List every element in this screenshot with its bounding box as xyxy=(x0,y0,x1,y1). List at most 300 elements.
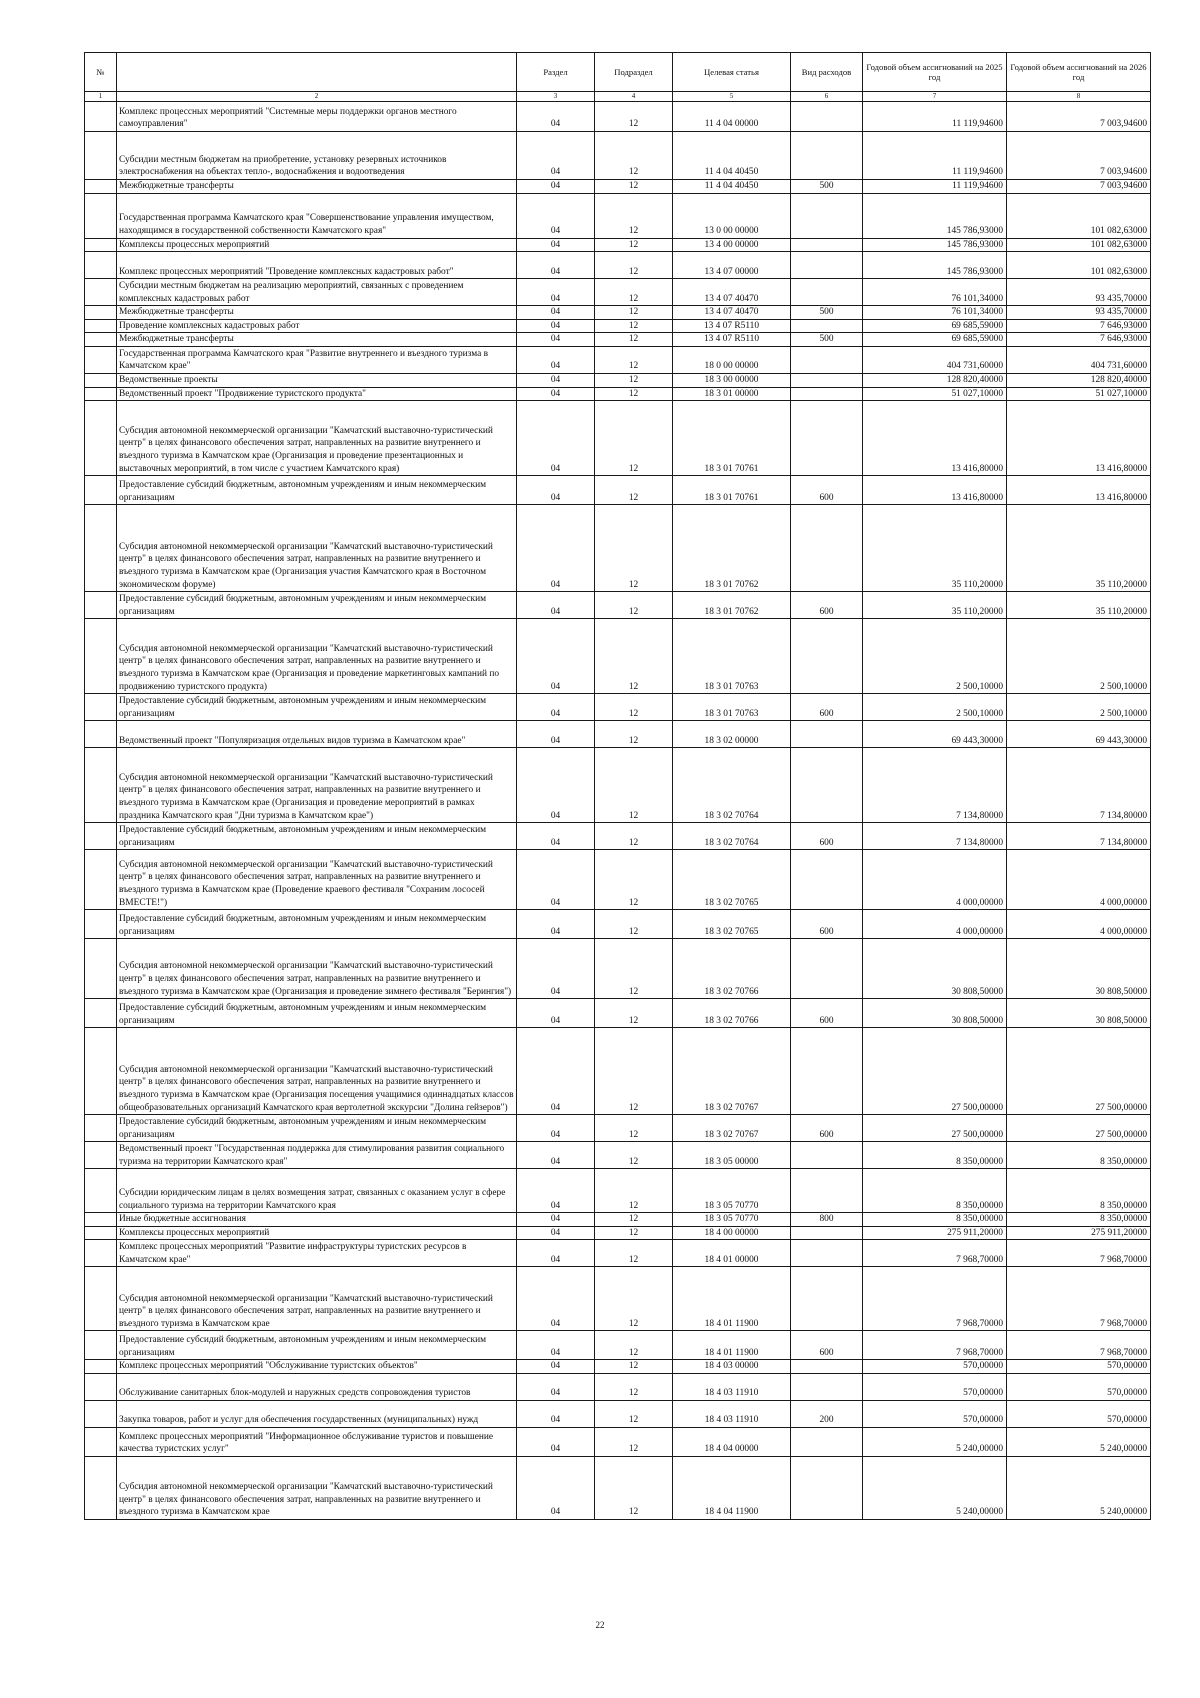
row-podrazdel-cell: 12 xyxy=(595,306,673,320)
row-volume-2025-cell: 4 000,00000 xyxy=(863,850,1007,910)
row-volume-2025-cell: 145 786,93000 xyxy=(863,193,1007,238)
row-vid-rashodov-cell xyxy=(791,193,863,238)
row-podrazdel-cell: 12 xyxy=(595,1456,673,1519)
row-vid-rashodov-cell: 600 xyxy=(791,910,863,939)
table-row xyxy=(85,1267,1151,1331)
row-podrazdel-cell: 12 xyxy=(595,279,673,306)
row-celevaya-statya-cell: 18 4 01 11900 xyxy=(673,1267,791,1331)
row-razdel-cell: 04 xyxy=(517,1360,595,1374)
row-number-cell xyxy=(85,1427,117,1456)
row-razdel-cell: 04 xyxy=(517,180,595,194)
row-name-cell: Предоставление субсидий бюджетным, автономным учреждениям и иным некоммерческим организациям xyxy=(117,592,517,619)
row-volume-2026-cell: 51 027,10000 xyxy=(1007,387,1151,401)
row-volume-2025-cell: 8 350,00000 xyxy=(863,1142,1007,1169)
row-volume-2025-cell: 13 416,80000 xyxy=(863,476,1007,505)
row-volume-2026-cell: 69 443,30000 xyxy=(1007,721,1151,748)
row-vid-rashodov-cell xyxy=(791,1028,863,1115)
row-celevaya-statya-cell: 18 4 04 00000 xyxy=(673,1427,791,1456)
row-podrazdel-cell: 12 xyxy=(595,694,673,721)
row-podrazdel-cell: 12 xyxy=(595,619,673,694)
table-row xyxy=(85,999,1151,1028)
row-volume-2026-cell: 93 435,70000 xyxy=(1007,279,1151,306)
row-celevaya-statya-cell: 13 4 00 00000 xyxy=(673,238,791,252)
row-razdel-cell: 04 xyxy=(517,279,595,306)
row-volume-2026-cell: 27 500,00000 xyxy=(1007,1115,1151,1142)
row-celevaya-statya-cell: 18 4 03 00000 xyxy=(673,1360,791,1374)
row-volume-2025-cell: 76 101,34000 xyxy=(863,279,1007,306)
row-podrazdel-cell: 12 xyxy=(595,748,673,823)
row-razdel-cell: 04 xyxy=(517,193,595,238)
row-razdel-cell: 04 xyxy=(517,1240,595,1267)
row-number-cell xyxy=(85,592,117,619)
row-name-cell: Обслуживание санитарных блок-модулей и наружных средств сопровождения туристов xyxy=(117,1373,517,1400)
row-volume-2026-cell: 35 110,20000 xyxy=(1007,505,1151,592)
row-name-cell: Комплексы процессных мероприятий xyxy=(117,238,517,252)
row-volume-2025-cell: 69 685,59000 xyxy=(863,319,1007,333)
row-volume-2025-cell: 145 786,93000 xyxy=(863,252,1007,279)
table-row xyxy=(85,373,1151,387)
row-name-cell: Предоставление субсидий бюджетным, автономным учреждениям и иным некоммерческим организациям xyxy=(117,1331,517,1360)
row-vid-rashodov-cell xyxy=(791,238,863,252)
row-number-cell xyxy=(85,1456,117,1519)
row-volume-2026-cell: 8 350,00000 xyxy=(1007,1213,1151,1227)
row-vid-rashodov-cell xyxy=(791,102,863,132)
row-volume-2026-cell: 30 808,50000 xyxy=(1007,999,1151,1028)
row-volume-2025-cell: 404 731,60000 xyxy=(863,346,1007,373)
row-razdel-cell: 04 xyxy=(517,939,595,999)
row-volume-2026-cell: 7 646,93000 xyxy=(1007,319,1151,333)
row-razdel-cell: 04 xyxy=(517,346,595,373)
row-volume-2025-cell: 69 443,30000 xyxy=(863,721,1007,748)
row-name-cell: Предоставление субсидий бюджетным, автономным учреждениям и иным некоммерческим организациям xyxy=(117,694,517,721)
row-name-cell: Субсидия автономной некоммерческой организации "Камчатский выставочно-туристический центр" в целях финансового обеспечения затрат, направленных на развитие внутреннего и въездного туризма в Камчатском крае (Проведение краевого фестиваля "Сохраним лососей ВМЕСТЕ!") xyxy=(117,850,517,910)
row-razdel-cell: 04 xyxy=(517,102,595,132)
row-name-cell: Государственная программа Камчатского края "Совершенствование управления имуществом, находящимся в государственной собственности Камчатского края" xyxy=(117,193,517,238)
row-volume-2025-cell: 11 119,94600 xyxy=(863,180,1007,194)
row-name-cell: Субсидия автономной некоммерческой организации "Камчатский выставочно-туристический центр" в целях финансового обеспечения затрат, направленных на развитие внутреннего и въездного туризма в Камчатском крае (Организация посещения учащимися одиннадцатых классов общеобразовательных организаций Камчатского края вертолетной экскурсии "Долина гейзеров") xyxy=(117,1028,517,1115)
table-row xyxy=(85,252,1151,279)
row-vid-rashodov-cell xyxy=(791,132,863,180)
table-row xyxy=(85,132,1151,180)
row-vid-rashodov-cell: 600 xyxy=(791,476,863,505)
row-vid-rashodov-cell xyxy=(791,346,863,373)
row-volume-2026-cell: 101 082,63000 xyxy=(1007,193,1151,238)
table-row xyxy=(85,694,1151,721)
row-vid-rashodov-cell xyxy=(791,1427,863,1456)
row-celevaya-statya-cell: 18 4 01 11900 xyxy=(673,1331,791,1360)
row-razdel-cell: 04 xyxy=(517,387,595,401)
row-name-cell: Субсидии юридическим лицам в целях возмещения затрат, связанных с оказанием услуг в сфере социального туризма на территории Камчатского края xyxy=(117,1169,517,1213)
row-celevaya-statya-cell: 18 4 04 11900 xyxy=(673,1456,791,1519)
row-podrazdel-cell: 12 xyxy=(595,1213,673,1227)
row-vid-rashodov-cell: 600 xyxy=(791,1115,863,1142)
header-celevaya-statya: Целевая статья xyxy=(673,53,791,92)
row-volume-2026-cell: 101 082,63000 xyxy=(1007,238,1151,252)
row-podrazdel-cell: 12 xyxy=(595,1169,673,1213)
column-number: 4 xyxy=(595,92,673,102)
row-razdel-cell: 04 xyxy=(517,333,595,347)
table-row xyxy=(85,850,1151,910)
row-name-cell: Субсидии местным бюджетам на реализацию мероприятий, связанных с проведением комплексных кадастровых работ xyxy=(117,279,517,306)
row-volume-2026-cell: 13 416,80000 xyxy=(1007,476,1151,505)
row-number-cell xyxy=(85,1213,117,1227)
row-volume-2026-cell: 7 003,94600 xyxy=(1007,180,1151,194)
row-vid-rashodov-cell: 800 xyxy=(791,1213,863,1227)
row-razdel-cell: 04 xyxy=(517,505,595,592)
column-number: 3 xyxy=(517,92,595,102)
row-podrazdel-cell: 12 xyxy=(595,1331,673,1360)
row-number-cell xyxy=(85,619,117,694)
row-number-cell xyxy=(85,1373,117,1400)
row-name-cell: Комплекс процессных мероприятий "Информационное обслуживание туристов и повышение качества туристских услуг" xyxy=(117,1427,517,1456)
row-number-cell xyxy=(85,193,117,238)
header-razdel: Раздел xyxy=(517,53,595,92)
row-podrazdel-cell: 12 xyxy=(595,1226,673,1240)
row-vid-rashodov-cell xyxy=(791,505,863,592)
row-name-cell: Межбюджетные трансферты xyxy=(117,333,517,347)
row-celevaya-statya-cell: 11 4 04 00000 xyxy=(673,102,791,132)
row-vid-rashodov-cell xyxy=(791,401,863,476)
row-name-cell: Ведомственные проекты xyxy=(117,373,517,387)
table-row xyxy=(85,401,1151,476)
row-volume-2026-cell: 570,00000 xyxy=(1007,1360,1151,1374)
row-vid-rashodov-cell xyxy=(791,721,863,748)
row-razdel-cell: 04 xyxy=(517,1142,595,1169)
row-volume-2025-cell: 7 968,70000 xyxy=(863,1267,1007,1331)
row-name-cell: Субсидия автономной некоммерческой организации "Камчатский выставочно-туристический центр" в целях финансового обеспечения затрат, направленных на развитие внутреннего и въездного туризма в Камчатском крае (Организация и проведение мероприятий в рамках праздника Камчатского края "Дни туризма в Камчатском крае") xyxy=(117,748,517,823)
row-number-cell xyxy=(85,1226,117,1240)
row-number-cell xyxy=(85,1267,117,1331)
table-row xyxy=(85,306,1151,320)
row-razdel-cell: 04 xyxy=(517,1028,595,1115)
row-name-cell: Предоставление субсидий бюджетным, автономным учреждениям и иным некоммерческим организациям xyxy=(117,910,517,939)
row-razdel-cell: 04 xyxy=(517,999,595,1028)
row-name-cell: Субсидия автономной некоммерческой организации "Камчатский выставочно-туристический центр" в целях финансового обеспечения затрат, направленных на развитие внутреннего и въездного туризма в Камчатском крае (Организация участия Камчатского края в Восточном экономическом форуме) xyxy=(117,505,517,592)
row-volume-2026-cell: 7 968,70000 xyxy=(1007,1240,1151,1267)
row-vid-rashodov-cell xyxy=(791,1142,863,1169)
table-row xyxy=(85,1456,1151,1519)
row-podrazdel-cell: 12 xyxy=(595,721,673,748)
row-celevaya-statya-cell: 11 4 04 40450 xyxy=(673,180,791,194)
row-volume-2025-cell: 30 808,50000 xyxy=(863,939,1007,999)
row-podrazdel-cell: 12 xyxy=(595,910,673,939)
row-podrazdel-cell: 12 xyxy=(595,1267,673,1331)
row-podrazdel-cell: 12 xyxy=(595,132,673,180)
row-number-cell xyxy=(85,279,117,306)
row-volume-2026-cell: 5 240,00000 xyxy=(1007,1427,1151,1456)
row-volume-2026-cell: 2 500,10000 xyxy=(1007,694,1151,721)
row-vid-rashodov-cell xyxy=(791,373,863,387)
row-celevaya-statya-cell: 13 4 07 40470 xyxy=(673,306,791,320)
row-number-cell xyxy=(85,1360,117,1374)
row-celevaya-statya-cell: 18 3 05 70770 xyxy=(673,1213,791,1227)
row-podrazdel-cell: 12 xyxy=(595,592,673,619)
row-volume-2025-cell: 2 500,10000 xyxy=(863,619,1007,694)
row-number-cell xyxy=(85,238,117,252)
row-razdel-cell: 04 xyxy=(517,619,595,694)
table-row xyxy=(85,319,1151,333)
row-volume-2025-cell: 11 119,94600 xyxy=(863,102,1007,132)
row-volume-2025-cell: 5 240,00000 xyxy=(863,1427,1007,1456)
table-row xyxy=(85,1240,1151,1267)
row-number-cell xyxy=(85,1115,117,1142)
row-razdel-cell: 04 xyxy=(517,238,595,252)
row-volume-2026-cell: 7 134,80000 xyxy=(1007,823,1151,850)
table-row xyxy=(85,910,1151,939)
row-vid-rashodov-cell xyxy=(791,319,863,333)
row-podrazdel-cell: 12 xyxy=(595,1142,673,1169)
row-celevaya-statya-cell: 13 4 07 R5110 xyxy=(673,333,791,347)
row-podrazdel-cell: 12 xyxy=(595,999,673,1028)
row-podrazdel-cell: 12 xyxy=(595,102,673,132)
row-volume-2026-cell: 30 808,50000 xyxy=(1007,939,1151,999)
table-row xyxy=(85,476,1151,505)
row-number-cell xyxy=(85,999,117,1028)
row-vid-rashodov-cell: 500 xyxy=(791,333,863,347)
row-name-cell: Закупка товаров, работ и услуг для обеспечения государственных (муниципальных) нужд xyxy=(117,1400,517,1427)
row-volume-2026-cell: 7 968,70000 xyxy=(1007,1331,1151,1360)
row-razdel-cell: 04 xyxy=(517,1400,595,1427)
column-number: 5 xyxy=(673,92,791,102)
row-volume-2025-cell: 7 134,80000 xyxy=(863,748,1007,823)
row-celevaya-statya-cell: 18 3 01 70763 xyxy=(673,694,791,721)
row-volume-2026-cell: 4 000,00000 xyxy=(1007,850,1151,910)
row-razdel-cell: 04 xyxy=(517,1427,595,1456)
table-row xyxy=(85,279,1151,306)
row-razdel-cell: 04 xyxy=(517,401,595,476)
row-podrazdel-cell: 12 xyxy=(595,939,673,999)
row-celevaya-statya-cell: 18 3 01 70762 xyxy=(673,592,791,619)
row-vid-rashodov-cell xyxy=(791,1226,863,1240)
table-row xyxy=(85,193,1151,238)
row-celevaya-statya-cell: 18 3 01 00000 xyxy=(673,387,791,401)
row-razdel-cell: 04 xyxy=(517,694,595,721)
row-celevaya-statya-cell: 18 3 02 70767 xyxy=(673,1028,791,1115)
row-celevaya-statya-cell: 18 3 01 70762 xyxy=(673,505,791,592)
row-volume-2025-cell: 13 416,80000 xyxy=(863,401,1007,476)
table-row xyxy=(85,939,1151,999)
row-razdel-cell: 04 xyxy=(517,823,595,850)
row-podrazdel-cell: 12 xyxy=(595,476,673,505)
row-vid-rashodov-cell xyxy=(791,748,863,823)
row-vid-rashodov-cell xyxy=(791,1240,863,1267)
header-name xyxy=(117,53,517,92)
table-row xyxy=(85,592,1151,619)
row-number-cell xyxy=(85,346,117,373)
row-podrazdel-cell: 12 xyxy=(595,1373,673,1400)
row-vid-rashodov-cell xyxy=(791,1169,863,1213)
row-podrazdel-cell: 12 xyxy=(595,180,673,194)
row-razdel-cell: 04 xyxy=(517,319,595,333)
table-row xyxy=(85,1028,1151,1115)
row-vid-rashodov-cell: 200 xyxy=(791,1400,863,1427)
row-volume-2026-cell: 7 003,94600 xyxy=(1007,132,1151,180)
table-row xyxy=(85,346,1151,373)
header-vid-rashodov: Вид расходов xyxy=(791,53,863,92)
row-vid-rashodov-cell: 600 xyxy=(791,999,863,1028)
row-volume-2026-cell: 8 350,00000 xyxy=(1007,1169,1151,1213)
row-podrazdel-cell: 12 xyxy=(595,346,673,373)
row-podrazdel-cell: 12 xyxy=(595,1028,673,1115)
row-vid-rashodov-cell xyxy=(791,1456,863,1519)
row-vid-rashodov-cell: 600 xyxy=(791,592,863,619)
row-celevaya-statya-cell: 18 3 01 70761 xyxy=(673,401,791,476)
row-razdel-cell: 04 xyxy=(517,373,595,387)
row-vid-rashodov-cell: 600 xyxy=(791,694,863,721)
table-row xyxy=(85,721,1151,748)
row-vid-rashodov-cell: 500 xyxy=(791,306,863,320)
row-celevaya-statya-cell: 18 4 03 11910 xyxy=(673,1373,791,1400)
row-volume-2025-cell: 128 820,40000 xyxy=(863,373,1007,387)
row-vid-rashodov-cell xyxy=(791,1267,863,1331)
row-volume-2026-cell: 7 646,93000 xyxy=(1007,333,1151,347)
row-number-cell xyxy=(85,1240,117,1267)
row-razdel-cell: 04 xyxy=(517,306,595,320)
row-vid-rashodov-cell xyxy=(791,1360,863,1374)
row-podrazdel-cell: 12 xyxy=(595,1427,673,1456)
row-podrazdel-cell: 12 xyxy=(595,333,673,347)
row-volume-2026-cell: 7 134,80000 xyxy=(1007,748,1151,823)
row-razdel-cell: 04 xyxy=(517,748,595,823)
row-vid-rashodov-cell: 500 xyxy=(791,180,863,194)
row-volume-2025-cell: 8 350,00000 xyxy=(863,1169,1007,1213)
row-number-cell xyxy=(85,476,117,505)
row-number-cell xyxy=(85,505,117,592)
row-number-cell xyxy=(85,939,117,999)
row-name-cell: Государственная программа Камчатского края "Развитие внутреннего и въездного туризма в Камчатском крае" xyxy=(117,346,517,373)
row-celevaya-statya-cell: 11 4 04 40450 xyxy=(673,132,791,180)
row-volume-2025-cell: 570,00000 xyxy=(863,1373,1007,1400)
row-vid-rashodov-cell xyxy=(791,939,863,999)
row-volume-2026-cell: 7 003,94600 xyxy=(1007,102,1151,132)
row-volume-2026-cell: 570,00000 xyxy=(1007,1400,1151,1427)
row-name-cell: Комплекс процессных мероприятий "Развитие инфраструктуры туристских ресурсов в Камчатском крае" xyxy=(117,1240,517,1267)
row-number-cell xyxy=(85,1028,117,1115)
row-name-cell: Предоставление субсидий бюджетным, автономным учреждениям и иным некоммерческим организациям xyxy=(117,999,517,1028)
row-volume-2025-cell: 570,00000 xyxy=(863,1360,1007,1374)
row-razdel-cell: 04 xyxy=(517,1213,595,1227)
table-row xyxy=(85,1115,1151,1142)
row-razdel-cell: 04 xyxy=(517,1331,595,1360)
row-name-cell: Комплексы процессных мероприятий xyxy=(117,1226,517,1240)
row-volume-2025-cell: 35 110,20000 xyxy=(863,592,1007,619)
row-number-cell xyxy=(85,721,117,748)
row-vid-rashodov-cell xyxy=(791,619,863,694)
table-row xyxy=(85,1331,1151,1360)
row-number-cell xyxy=(85,823,117,850)
row-volume-2026-cell: 27 500,00000 xyxy=(1007,1028,1151,1115)
row-podrazdel-cell: 12 xyxy=(595,373,673,387)
row-celevaya-statya-cell: 18 3 02 70764 xyxy=(673,748,791,823)
row-podrazdel-cell: 12 xyxy=(595,1360,673,1374)
row-podrazdel-cell: 12 xyxy=(595,319,673,333)
row-name-cell: Иные бюджетные ассигнования xyxy=(117,1213,517,1227)
row-volume-2026-cell: 570,00000 xyxy=(1007,1373,1151,1400)
row-vid-rashodov-cell: 600 xyxy=(791,1331,863,1360)
row-name-cell: Предоставление субсидий бюджетным, автономным учреждениям и иным некоммерческим организациям xyxy=(117,823,517,850)
row-celevaya-statya-cell: 13 4 07 40470 xyxy=(673,279,791,306)
column-number: 1 xyxy=(85,92,117,102)
row-razdel-cell: 04 xyxy=(517,476,595,505)
table-row xyxy=(85,1400,1151,1427)
row-razdel-cell: 04 xyxy=(517,1373,595,1400)
table-row xyxy=(85,1142,1151,1169)
appropriations-table xyxy=(84,52,1151,1520)
table-row xyxy=(85,1213,1151,1227)
row-celevaya-statya-cell: 18 3 02 70765 xyxy=(673,850,791,910)
row-volume-2025-cell: 35 110,20000 xyxy=(863,505,1007,592)
row-celevaya-statya-cell: 13 0 00 00000 xyxy=(673,193,791,238)
appropriations-table-sheet xyxy=(84,52,1150,1520)
row-volume-2025-cell: 27 500,00000 xyxy=(863,1115,1007,1142)
row-volume-2025-cell: 5 240,00000 xyxy=(863,1456,1007,1519)
row-celevaya-statya-cell: 18 3 02 70766 xyxy=(673,999,791,1028)
row-podrazdel-cell: 12 xyxy=(595,823,673,850)
row-name-cell: Предоставление субсидий бюджетным, автономным учреждениям и иным некоммерческим организациям xyxy=(117,476,517,505)
row-podrazdel-cell: 12 xyxy=(595,252,673,279)
row-name-cell: Межбюджетные трансферты xyxy=(117,306,517,320)
row-celevaya-statya-cell: 18 3 00 00000 xyxy=(673,373,791,387)
row-vid-rashodov-cell xyxy=(791,1373,863,1400)
row-razdel-cell: 04 xyxy=(517,1267,595,1331)
row-celevaya-statya-cell: 18 3 02 00000 xyxy=(673,721,791,748)
row-razdel-cell: 04 xyxy=(517,721,595,748)
row-celevaya-statya-cell: 18 4 01 00000 xyxy=(673,1240,791,1267)
row-number-cell xyxy=(85,387,117,401)
row-name-cell: Субсидия автономной некоммерческой организации "Камчатский выставочно-туристический центр" в целях финансового обеспечения затрат, направленных на развитие внутреннего и въездного туризма в Камчатском крае (Организация и проведение презентационных и выставочных мероприятий, в том числе с участием Камчатского края) xyxy=(117,401,517,476)
table-row xyxy=(85,387,1151,401)
row-name-cell: Субсидия автономной некоммерческой организации "Камчатский выставочно-туристический центр" в целях финансового обеспечения затрат, направленных на развитие внутреннего и въездного туризма в Камчатском крае xyxy=(117,1456,517,1519)
row-number-cell xyxy=(85,180,117,194)
row-razdel-cell: 04 xyxy=(517,1226,595,1240)
row-volume-2026-cell: 7 968,70000 xyxy=(1007,1267,1151,1331)
row-volume-2026-cell: 5 240,00000 xyxy=(1007,1456,1151,1519)
row-volume-2026-cell: 13 416,80000 xyxy=(1007,401,1151,476)
row-volume-2025-cell: 76 101,34000 xyxy=(863,306,1007,320)
row-celevaya-statya-cell: 18 3 01 70761 xyxy=(673,476,791,505)
row-number-cell xyxy=(85,306,117,320)
row-podrazdel-cell: 12 xyxy=(595,401,673,476)
row-vid-rashodov-cell xyxy=(791,279,863,306)
row-number-cell xyxy=(85,1142,117,1169)
row-celevaya-statya-cell: 18 3 02 70765 xyxy=(673,910,791,939)
column-number: 7 xyxy=(863,92,1007,102)
row-name-cell: Ведомственный проект "Продвижение туристского продукта" xyxy=(117,387,517,401)
column-number: 2 xyxy=(117,92,517,102)
row-celevaya-statya-cell: 13 4 07 00000 xyxy=(673,252,791,279)
row-volume-2025-cell: 51 027,10000 xyxy=(863,387,1007,401)
row-name-cell: Предоставление субсидий бюджетным, автономным учреждениям и иным некоммерческим организациям xyxy=(117,1115,517,1142)
row-number-cell xyxy=(85,132,117,180)
row-number-cell xyxy=(85,319,117,333)
row-volume-2025-cell: 570,00000 xyxy=(863,1400,1007,1427)
row-celevaya-statya-cell: 18 3 05 70770 xyxy=(673,1169,791,1213)
row-vid-rashodov-cell xyxy=(791,850,863,910)
row-razdel-cell: 04 xyxy=(517,1456,595,1519)
row-razdel-cell: 04 xyxy=(517,252,595,279)
table-row xyxy=(85,333,1151,347)
row-name-cell: Комплекс процессных мероприятий "Обслуживание туристских объектов" xyxy=(117,1360,517,1374)
row-volume-2025-cell: 145 786,93000 xyxy=(863,238,1007,252)
row-volume-2025-cell: 2 500,10000 xyxy=(863,694,1007,721)
table-row xyxy=(85,505,1151,592)
row-celevaya-statya-cell: 18 3 05 00000 xyxy=(673,1142,791,1169)
table-row xyxy=(85,619,1151,694)
row-volume-2025-cell: 27 500,00000 xyxy=(863,1028,1007,1115)
row-number-cell xyxy=(85,910,117,939)
column-number-row xyxy=(85,92,1151,102)
column-number: 6 xyxy=(791,92,863,102)
